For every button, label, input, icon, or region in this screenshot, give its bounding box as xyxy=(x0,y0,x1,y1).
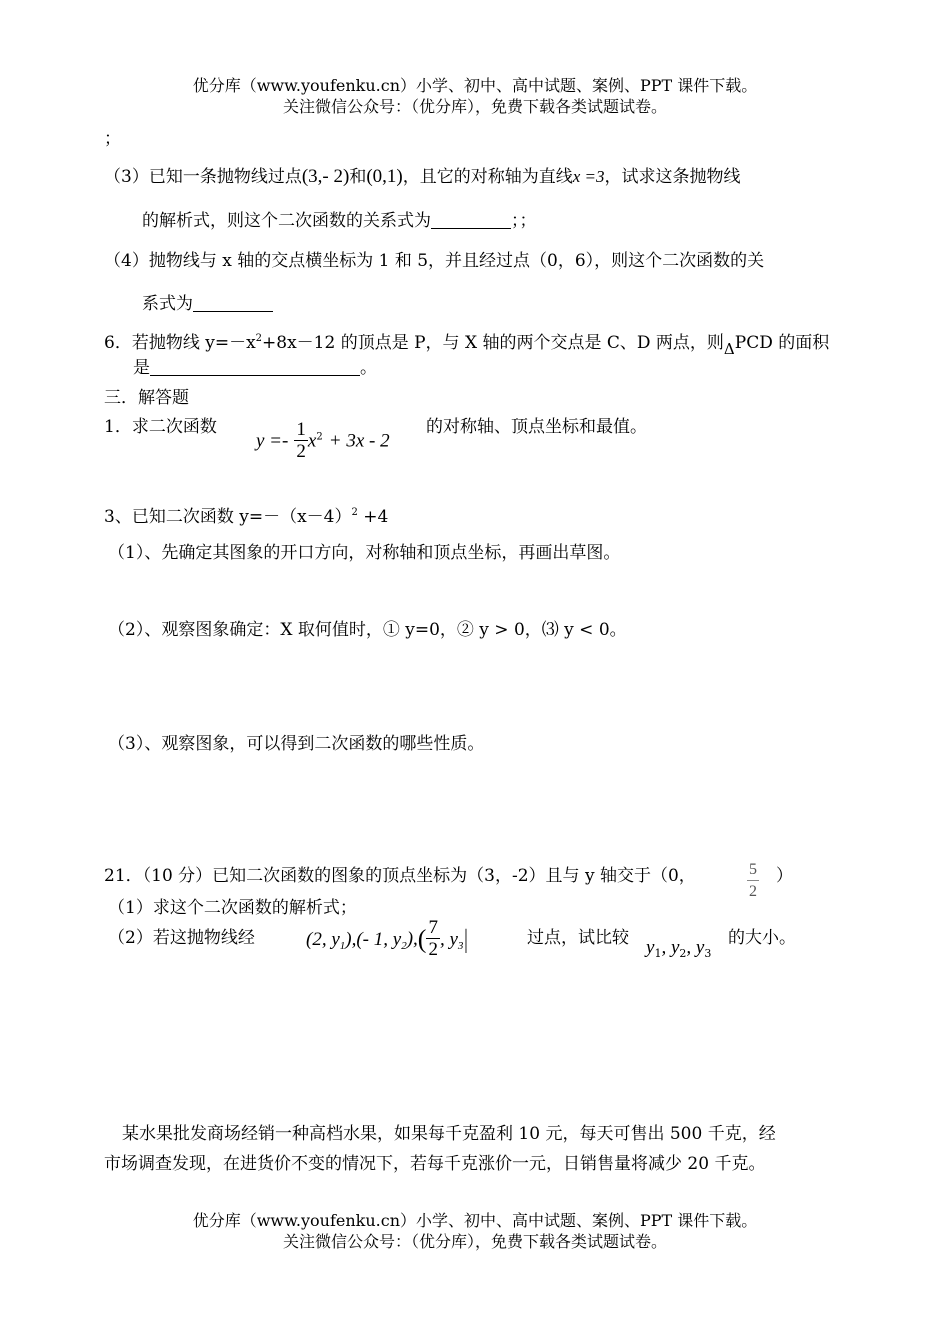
q6-line2a: 是 xyxy=(133,358,150,378)
q21-sub2-end: 的大小。 xyxy=(728,928,796,948)
page-footer-line1: 优分库（www.youfenku.cn）小学、初中、高中试题、案例、PPT 课件下载。 xyxy=(192,1211,758,1230)
q21-line1: 21．（10 分）已知二次函数的图象的顶点坐标为（3，-2）且与 y 轴交于（0， xyxy=(104,866,696,886)
question-3-line1 xyxy=(104,166,741,188)
q3-prefix: （3）已知一条抛物线过点 xyxy=(104,167,302,187)
q21-frac-den: 2 xyxy=(749,883,757,900)
fruit-problem-line2: 市场调查发现，在进货价不变的情况下，若每千克涨价一元，日销售量将减少 20 千克。 xyxy=(104,1154,766,1174)
q21-line1-end: ） xyxy=(776,866,793,886)
page-header-line1: 优分库（www.youfenku.cn）小学、初中、高中试题、案例、PPT 课件下载。 xyxy=(192,76,758,95)
page-header-line2: 关注微信公众号：（优分库），免费下载各类试题试卷。 xyxy=(282,97,667,116)
eq-rest: + 3x - 2 xyxy=(328,430,390,452)
q21-point-c-y: , $y_3$ xyxy=(439,928,464,952)
q21-points xyxy=(306,918,469,966)
eq-left: y =- xyxy=(256,430,289,452)
problem-3-title xyxy=(104,502,388,528)
q21-point-a: (2, $y_1$ xyxy=(306,928,346,952)
q6-sup: 2 xyxy=(255,333,263,344)
q21-right-bar: | xyxy=(463,924,469,954)
q21-left-paren: ( xyxy=(417,924,427,954)
q21-point-c-pre: ), xyxy=(406,928,418,950)
section-title: 三．解答题 xyxy=(104,388,189,408)
eq-fraction xyxy=(294,420,308,463)
p3-title-sup: 2 xyxy=(351,507,358,518)
q21-point-b: ),(- 1, $y_2$ xyxy=(345,928,407,952)
q3-answer-blank[interactable] xyxy=(431,210,511,229)
q6-part-b: +8x－12 的顶点是 P，与 X 轴的两个交点是 C、D 两点，则 xyxy=(262,333,724,353)
p3-title-a: 3、已知二次函数 y=－（x－4） xyxy=(104,507,352,527)
q3-line2-end: ；； xyxy=(511,211,537,231)
problem-1-suffix: 的对称轴、顶点坐标和最值。 xyxy=(426,417,647,437)
q6-answer-blank[interactable] xyxy=(150,357,360,376)
q3-mid: ，且它的对称轴为直线 xyxy=(402,167,573,187)
q21-point-c-frac xyxy=(426,918,440,961)
q21-pc-num: 7 xyxy=(428,917,438,938)
question-6-line2 xyxy=(133,357,377,379)
page-footer-line2: 关注微信公众号：（优分库），免费下载各类试题试卷。 xyxy=(282,1232,667,1251)
q3-line2: 的解析式，则这个二次函数的关系式为 xyxy=(142,211,431,231)
q6-part-c: PCD 的面积 xyxy=(734,333,830,353)
q21-fraction xyxy=(747,860,759,903)
question-3-line2 xyxy=(142,210,537,232)
eq-frac-den: 2 xyxy=(296,441,306,462)
p3-title-b: +4 xyxy=(357,507,389,527)
q6-line2b: 。 xyxy=(360,358,377,378)
q21-frac xyxy=(747,860,759,903)
q3-point1: (3,- 2) xyxy=(301,166,350,187)
q3-point2: (0,1) xyxy=(366,166,403,187)
eq-frac-num: 1 xyxy=(296,419,306,440)
q21-sub1: （1）求这个二次函数的解析式； xyxy=(108,898,357,918)
fruit-problem-line1: 某水果批发商场经销一种高档水果，如果每千克盈利 10 元，每天可售出 500 千克，经 xyxy=(122,1124,776,1144)
question-6-line1 xyxy=(104,328,829,360)
problem-1-prefix: 1．求二次函数 xyxy=(104,417,217,437)
problem-3-part1: （1）、先确定其图象的开口方向，对称轴和顶点坐标，再画出草图。 xyxy=(108,543,621,563)
q21-sub2-mid: 过点，试比较 xyxy=(527,928,629,948)
q21-pc-den: 2 xyxy=(428,939,438,960)
q3-axis: x =3 xyxy=(572,167,605,186)
eq-x: x xyxy=(307,430,317,452)
triangle-symbol: Δ xyxy=(723,340,735,358)
q21-sub2-prefix: （2）若这抛物线经 xyxy=(108,928,255,948)
q4-answer-blank[interactable] xyxy=(193,293,273,312)
q21-frac-num: 5 xyxy=(747,860,759,881)
q3-and: 和 xyxy=(349,167,367,187)
eq-sup: 2 xyxy=(316,431,323,443)
question-4-line2 xyxy=(142,293,273,315)
q21-compare-vars: $y_1$, $y_2$, $y_3$ xyxy=(646,937,712,960)
problem-3-part3: （3）、观察图象，可以得到二次函数的哪些性质。 xyxy=(108,734,485,754)
problem-3-part2: （2）、观察图象确定：X 取何值时，① y=0，② y > 0，⑶ y < 0。 xyxy=(108,620,627,640)
stray-semicolon: ； xyxy=(104,129,121,149)
problem-1-equation xyxy=(256,420,390,463)
q3-suffix: ，试求这条抛物线 xyxy=(604,167,741,187)
question-4-line1: （4）抛物线与 x 轴的交点横坐标为 1 和 5，并且经过点（0，6），则这个二次函数的关 xyxy=(104,251,765,271)
q6-part-a: 6．若抛物线 y=－x xyxy=(104,333,256,353)
q4-line2: 系式为 xyxy=(142,294,193,314)
